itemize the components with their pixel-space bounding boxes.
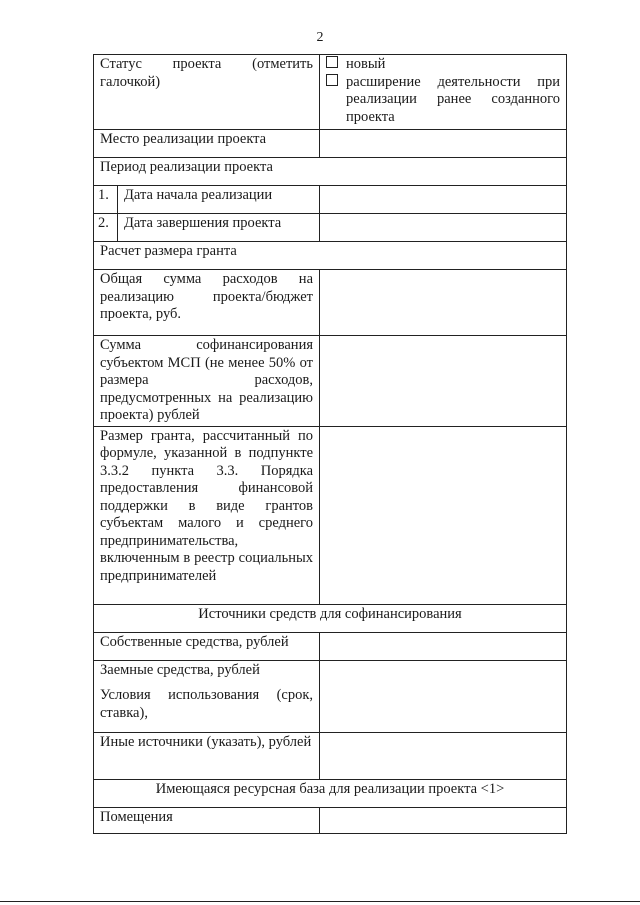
grant-size-row bbox=[94, 426, 567, 604]
sources-header: Источники средств для софинансирования bbox=[94, 604, 567, 632]
status-row bbox=[94, 55, 567, 130]
start-date-value[interactable] bbox=[320, 186, 567, 214]
end-date-number: 2. bbox=[94, 214, 118, 242]
total-cost-row bbox=[94, 270, 567, 336]
borrowed-funds-row bbox=[94, 660, 567, 732]
cofinancing-label: Сумма софинансирования субъектом МСП (не менее 50% от размера расходов, предусмотренных на реализацию проекта) рублей bbox=[94, 336, 320, 427]
start-date-label: Дата начала реализации bbox=[118, 186, 320, 214]
own-funds-value[interactable] bbox=[320, 632, 567, 660]
place-label: Место реализации проекта bbox=[94, 130, 320, 158]
end-date-row bbox=[94, 214, 567, 242]
cofinancing-row bbox=[94, 336, 567, 427]
resource-header-row bbox=[94, 779, 567, 807]
page-number: 2 bbox=[316, 30, 324, 45]
checkbox-icon[interactable] bbox=[326, 74, 338, 86]
period-row bbox=[94, 158, 567, 186]
premises-label: Помещения bbox=[94, 807, 320, 833]
start-date-number: 1. bbox=[94, 186, 118, 214]
period-label: Период реализации проекта bbox=[94, 158, 567, 186]
borrowed-funds-label: Заемные средства, рублей bbox=[100, 661, 260, 678]
borrow-terms-label: Условия использования (срок, ставка), bbox=[100, 687, 314, 721]
other-sources-value[interactable] bbox=[320, 732, 567, 779]
sources-header-row bbox=[94, 604, 567, 632]
status-options bbox=[320, 55, 567, 130]
premises-row bbox=[94, 807, 567, 833]
grant-size-value[interactable] bbox=[320, 426, 567, 604]
borrowed-funds-value[interactable] bbox=[320, 660, 567, 732]
status-label: Статус проекта (отметить галочкой) bbox=[94, 55, 320, 130]
grant-size-label: Размер гранта, рассчитанный по формуле, указанной в подпункте 3.3.2 пункта 3.3. Порядка предоставления финансовой поддержки в виде грантов субъектам малого и среднего предпринимательства, включенным в реестр социальных предпринимателей bbox=[94, 426, 320, 604]
project-form-table bbox=[93, 54, 567, 834]
other-sources-label: Иные источники (указать), рублей bbox=[94, 732, 320, 779]
place-value[interactable] bbox=[320, 130, 567, 158]
cofinancing-value[interactable] bbox=[320, 336, 567, 427]
status-option-new[interactable]: новый bbox=[326, 56, 560, 74]
resource-header: Имеющаяся ресурсная база для реализации проекта <1> bbox=[94, 779, 567, 807]
start-date-row bbox=[94, 186, 567, 214]
grant-calc-label: Расчет размера гранта bbox=[94, 242, 567, 270]
end-date-label: Дата завершения проекта bbox=[118, 214, 320, 242]
other-sources-row bbox=[94, 732, 567, 779]
total-cost-value[interactable] bbox=[320, 270, 567, 336]
total-cost-label: Общая сумма расходов на реализацию проекта/бюджет проекта, руб. bbox=[94, 270, 320, 336]
own-funds-row bbox=[94, 632, 567, 660]
borrowed-funds-cell bbox=[94, 660, 320, 732]
status-option-expansion[interactable]: расширение деятельности при реализации ранее созданного проекта bbox=[326, 74, 560, 127]
place-row bbox=[94, 130, 567, 158]
premises-value[interactable] bbox=[320, 807, 567, 833]
checkbox-icon[interactable] bbox=[326, 56, 338, 68]
bottom-rule bbox=[0, 901, 640, 902]
own-funds-label: Собственные средства, рублей bbox=[94, 632, 320, 660]
grant-calc-row bbox=[94, 242, 567, 270]
end-date-value[interactable] bbox=[320, 214, 567, 242]
